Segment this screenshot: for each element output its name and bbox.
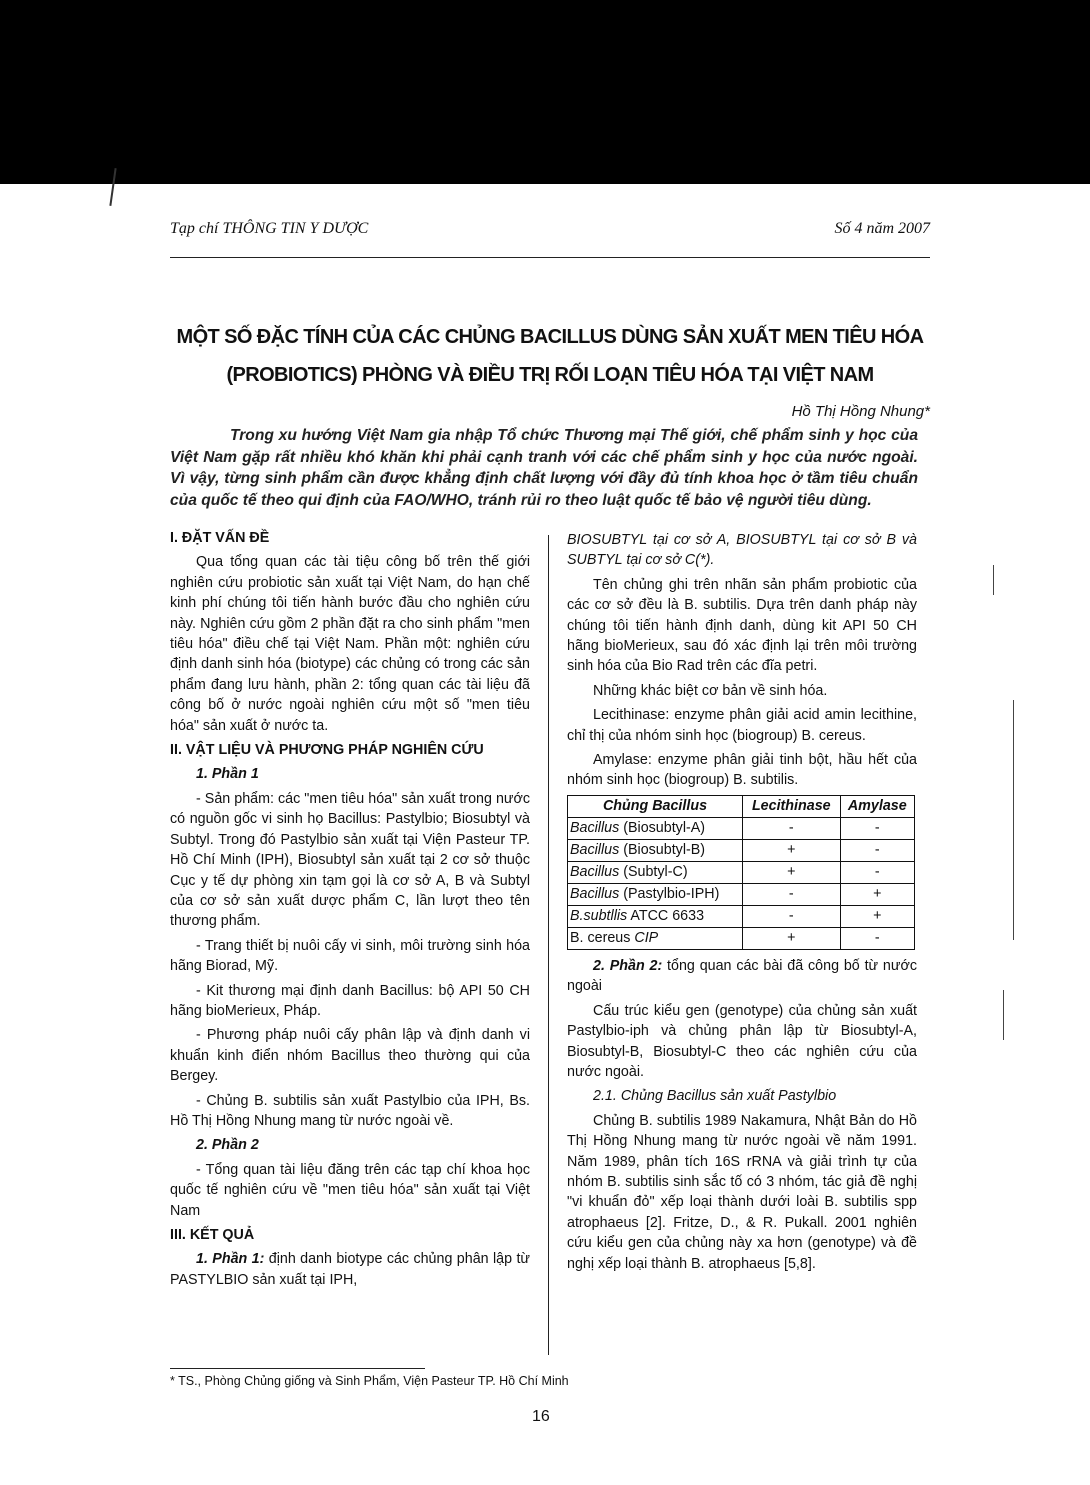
table-row bbox=[568, 883, 915, 905]
amylase-cell: - bbox=[840, 817, 914, 839]
column-header: Amylase bbox=[840, 795, 914, 817]
section-heading: II. VẬT LIỆU VÀ PHƯƠNG PHÁP NGHIÊN CỨU bbox=[170, 742, 484, 759]
author: Hồ Thị Hồng Nhung* bbox=[791, 403, 930, 420]
lecithinase-cell: + bbox=[743, 839, 841, 861]
lecithinase-cell: - bbox=[743, 883, 841, 905]
scan-black-band bbox=[0, 0, 1090, 184]
table-row bbox=[568, 905, 915, 927]
genus: B. cereus bbox=[570, 929, 635, 946]
lecithinase-cell: - bbox=[743, 905, 841, 927]
genus: Bacillus bbox=[570, 885, 620, 902]
right-column bbox=[567, 530, 917, 1278]
scan-edge-mark bbox=[993, 565, 994, 595]
genus: Bacillus bbox=[570, 819, 620, 836]
table-row bbox=[568, 927, 915, 949]
column-header: Chủng Bacillus bbox=[568, 795, 743, 817]
table-row bbox=[568, 839, 915, 861]
page-number: 16 bbox=[532, 1408, 550, 1425]
left-column bbox=[170, 528, 530, 1294]
paragraph: Qua tổng quan các tài tiệu công bố trên thế giới nghiên cứu probiotic sản xuất tại Việt Nam, do hạn chế kinh phí chúng tôi tiến hành bước đầu cho nghiên cứu này. Nghiên cứu gồm 2 phần đặt ra cho sinh phẩm "men tiêu hóa" điều chế tại Việt Nam. Phần một: nghiên cứu định danh sinh hóa (biotype) các chủng có trong các sản phẩm đang lưu hành, phần 2: tổng quan các tài liệu đã công bố ở nước ngoài nghiên cứu một số "men tiêu hóa" sản xuất ở nước ta. bbox=[170, 554, 530, 734]
paragraph: - Tổng quan tài liệu đăng trên các tạp chí khoa học quốc tế nghiên cứu về "men tiêu hóa" sản xuất tại Việt Nam bbox=[170, 1161, 530, 1219]
column-divider bbox=[548, 535, 549, 1355]
section-heading: I. ĐẶT VẤN ĐỀ bbox=[170, 530, 270, 546]
lead-in: 2. Phần 2: bbox=[593, 957, 663, 974]
genus: B.subtllis bbox=[570, 907, 628, 924]
strain: CIP bbox=[634, 929, 659, 946]
header-rule bbox=[170, 257, 930, 258]
paragraph: - Trang thiết bị nuôi cấy vi sinh, môi trường sinh hóa hãng Biorad, Mỹ. bbox=[170, 937, 530, 975]
strain-cell bbox=[568, 927, 743, 949]
paragraph bbox=[567, 956, 917, 997]
amylase-cell: - bbox=[840, 927, 914, 949]
strain-cell bbox=[568, 861, 743, 883]
paragraph: - Chủng B. subtilis sản xuất Pastylbio của IPH, Bs. Hồ Thị Hồng Nhung mang từ nước ngoài về. bbox=[170, 1092, 530, 1129]
table-row bbox=[568, 861, 915, 883]
lead-in: 1. Phần 1: bbox=[196, 1251, 265, 1268]
paragraph: BIOSUBTYL tại cơ sở A, BIOSUBTYL tại cơ sở B và SUBTYL tại cơ sở C(*). bbox=[567, 532, 917, 569]
strain: (Biosubtyl-A) bbox=[619, 819, 706, 836]
strain-cell bbox=[568, 883, 743, 905]
lecithinase-cell: + bbox=[743, 927, 841, 949]
genus: Bacillus bbox=[570, 841, 620, 858]
paragraph: Amylase: enzyme phân giải tinh bột, hầu hết của nhóm sinh học (biogroup) B. subtilis. bbox=[567, 752, 917, 789]
paragraph: Lecithinase: enzyme phân giải acid amin lecithine, chỉ thị của nhóm sinh học (biogroup) B. cereus. bbox=[567, 707, 917, 744]
article-title bbox=[140, 318, 960, 394]
scan-edge-mark bbox=[1013, 700, 1014, 940]
strain: (Pastylbio-IPH) bbox=[619, 885, 720, 902]
paragraph bbox=[170, 1249, 530, 1290]
amylase-cell: + bbox=[840, 883, 914, 905]
strain-cell bbox=[568, 817, 743, 839]
strain-cell bbox=[568, 905, 743, 927]
amylase-cell: + bbox=[840, 905, 914, 927]
paragraph: Tên chủng ghi trên nhãn sản phẩm probiotic của các cơ sở đều là B. subtilis. Dựa trên danh pháp này chúng tôi tiến hành định danh, dùng kit API 50 CH hãng bioMerieux, sau đó xác định lại trên môi trường sinh hóa của Bio Rad trên các đĩa petri. bbox=[567, 576, 917, 675]
amylase-cell: - bbox=[840, 839, 914, 861]
footnote-rule bbox=[170, 1368, 425, 1369]
amylase-cell: - bbox=[840, 861, 914, 883]
strain: (Subtyl-C) bbox=[619, 863, 688, 880]
article-title-line2: (PROBIOTICS) PHÒNG VÀ ĐIỀU TRỊ RỐI LOẠN TIÊU HÓA TẠI VIỆT NAM bbox=[226, 364, 874, 386]
strain: (Biosubtyl-B) bbox=[619, 841, 706, 858]
abstract: Trong xu hướng Việt Nam gia nhập Tổ chức Thương mại Thế giới, chế phẩm sinh y học của Việt Nam gặp rất nhiều khó khăn khi phải cạnh tranh với các chế phẩm sinh y học của nước ngoài. Vì vậy, từng sinh phẩm cần được khẳng định chất lượng với đầy đủ tính khoa học ở tầm tiêu chuẩn của quốc tế theo qui định của FAO/WHO, tránh rủi ro theo luật quốc tế bảo vệ người tiêu dùng. bbox=[170, 427, 918, 509]
paragraph: Chủng B. subtilis 1989 Nakamura, Nhật Bản do Hồ Thị Hồng Nhung mang từ nước ngoài về năm 1991. Năm 1989, phân tích 16S rRNA và giải trình tự của nhóm B. subtilis sinh sắc tố có 3 nhóm, tác giả đề nghị "vi khuẩn đỏ" xếp loại thành dưới loài B. subtilis spp atrophaeus [2]. Fritze, D., & R. Pukall. 2001 nghiên cứu kiểu gen của chủng này xa hơn (genotype) và đề nghị xếp loại thành B. atrophaeus [5,8]. bbox=[567, 1112, 917, 1272]
column-header: Lecithinase bbox=[743, 795, 841, 817]
subsection-heading: 1. Phần 1 bbox=[196, 766, 259, 783]
subsection-heading: 2. Phần 2 bbox=[196, 1137, 259, 1154]
paragraph: Những khác biệt cơ bản về sinh hóa. bbox=[593, 682, 828, 699]
paragraph: - Kit thương mại định danh Bacillus: bộ API 50 CH hãng bioMerieux, Pháp. bbox=[170, 982, 530, 1019]
lecithinase-cell: - bbox=[743, 817, 841, 839]
biochemical-table bbox=[567, 795, 915, 950]
scan-edge-mark bbox=[1003, 990, 1004, 1040]
paragraph-text: định danh biotype các chủng phân lập từ PASTYLBIO sản xuất tại IPH, bbox=[170, 1251, 530, 1288]
table-header-row bbox=[568, 795, 915, 817]
table-row bbox=[568, 817, 915, 839]
footnote: * TS., Phòng Chủng giống và Sinh Phẩm, Viện Pasteur TP. Hồ Chí Minh bbox=[170, 1374, 569, 1388]
paragraph: - Phương pháp nuôi cấy phân lập và định danh vi khuẩn kinh điển nhóm Bacillus theo thường qui của Bergey. bbox=[170, 1027, 530, 1085]
paragraph: Cấu trúc kiểu gen (genotype) của chủng sản xuất Pastylbio-iph và chủng phân lập từ Biosubtyl-A, Biosubtyl-B, Biosubtyl-C theo các nghiên cứu của nước ngoài. bbox=[567, 1002, 917, 1080]
issue-number: Số 4 năm 2007 bbox=[834, 220, 930, 237]
article-title-line1: MỘT SỐ ĐẶC TÍNH CỦA CÁC CHỦNG BACILLUS DÙNG SẢN XUẤT MEN TIÊU HÓA bbox=[176, 326, 924, 348]
paragraph-text: tổng quan các bài đã công bố từ nước ngoài bbox=[567, 957, 917, 995]
lecithinase-cell: + bbox=[743, 861, 841, 883]
paragraph: - Sản phẩm: các "men tiêu hóa" sản xuất trong nước có nguồn gốc vi sinh họ Bacillus: Pastylbio; Biosubtyl và Subtyl. Trong đó Pastylbio sản xuất tại Viện Pasteur TP. Hồ Chí Minh (IPH), Biosubtyl sản xuất tại 2 cơ sở thuộc Cục y tế dự phòng xin tạm gọi là cơ sở A, B và Subtyl của cơ sở sản xuất dược phẩm C, lần lượt theo tên thương phẩm. bbox=[170, 790, 530, 930]
strain: ATCC 6633 bbox=[627, 907, 705, 924]
section-heading: III. KẾT QUẢ bbox=[170, 1227, 255, 1243]
genus: Bacillus bbox=[570, 863, 620, 880]
journal-name: Tạp chí THÔNG TIN Y DƯỢC bbox=[170, 220, 369, 237]
strain-cell bbox=[568, 839, 743, 861]
subsection-heading: 2.1. Chủng Bacillus sản xuất Pastylbio bbox=[593, 1088, 837, 1105]
